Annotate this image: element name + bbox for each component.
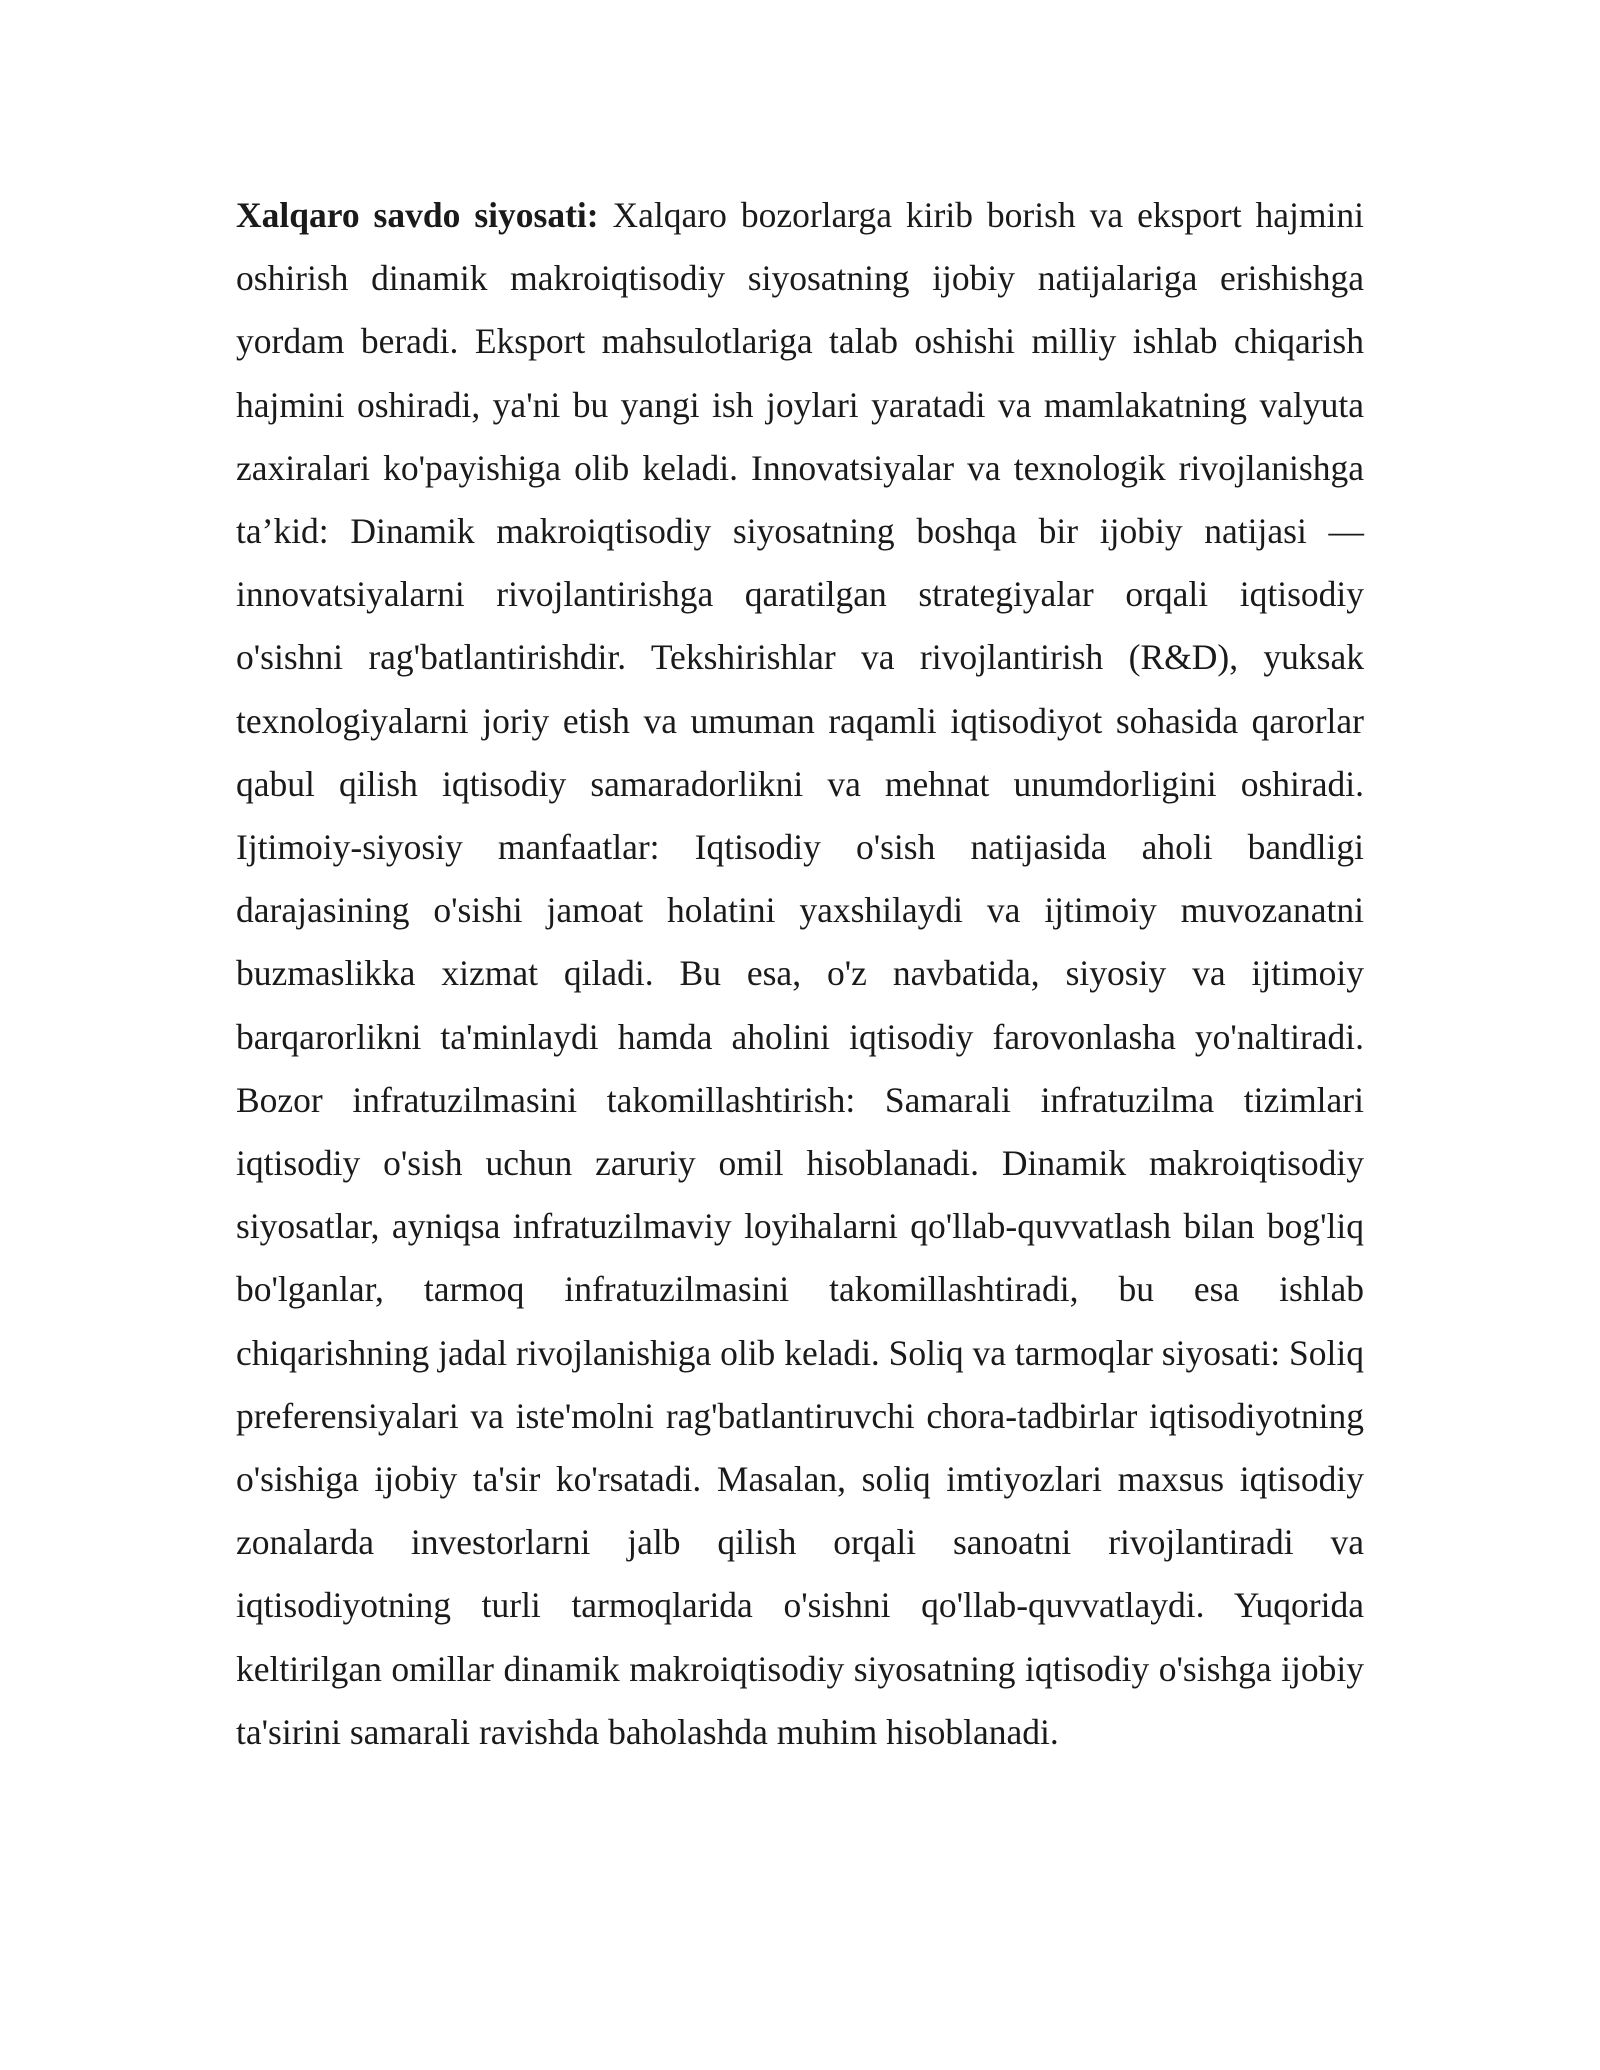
paragraph: [236, 184, 1364, 1764]
paragraph-text: Xalqaro bozorlarga kirib borish va eksport hajmini oshirish dinamik makroiqtisodiy siyosatning ijobiy natijalariga erishishga yordam beradi. Eksport mahsulotlariga talab oshishi milliy ishlab chiqarish hajmini oshiradi, ya'ni bu yangi ish joylari yaratadi va mamlakatning valyuta zaxiralari ko'payishiga olib keladi. Innovatsiyalar va texnologik rivojlanishga ta’kid: Dinamik makroiqtisodiy siyosatning boshqa bir ijobiy natijasi — innovatsiyalarni rivojlantirishga qaratilgan strategiyalar orqali iqtisodiy o'sishni rag'batlantirishdir. Tekshirishlar va rivojlantirish (R&D), yuksak texnologiyalarni joriy etish va umuman raqamli iqtisodiyot sohasida qarorlar qabul qilish iqtisodiy samaradorlikni va mehnat unumdorligini oshiradi. Ijtimoiy-siyosiy manfaatlar: Iqtisodiy o'sish natijasida aholi bandligi darajasining o'sishi jamoat holatini yaxshilaydi va ijtimoiy muvozanatni buzmaslikka xizmat qiladi. Bu esa, o'z navbatida, siyosiy va ijtimoiy barqarorlikni ta'minlaydi hamda aholini iqtisodiy farovonlasha yo'naltiradi. Bozor infratuzilmasini takomillashtirish: Samarali infratuzilma tizimlari iqtisodiy o'sish uchun zaruriy omil hisoblanadi. Dinamik makroiqtisodiy siyosatlar, ayniqsa infratuzilmaviy loyihalarni qo'llab-quvvatlash bilan bog'liq bo'lganlar, tarmoq infratuzilmasini takomillashtiradi, bu esa ishlab chiqarishning jadal rivojlanishiga olib keladi. Soliq va tarmoqlar siyosati: Soliq preferensiyalari va iste'molni rag'batlantiruvchi chora-tadbirlar iqtisodiyotning o'sishiga ijobiy ta'sir ko'rsatadi. Masalan, soliq imtiyozlari maxsus iqtisodiy zonalarda investorlarni jalb qilish orqali sanoatni rivojlantiradi va iqtisodiyotning turli tarmoqlarida o'sishni qo'llab-quvvatlaydi. Yuqorida keltirilgan omillar dinamik makroiqtisodiy siyosatning iqtisodiy o'sishga ijobiy ta'sirini samarali ravishda baholashda muhim hisoblanadi.: [236, 195, 1364, 1752]
document-body: [236, 184, 1364, 1764]
lead-heading: Xalqaro savdo siyosati:: [236, 195, 599, 235]
